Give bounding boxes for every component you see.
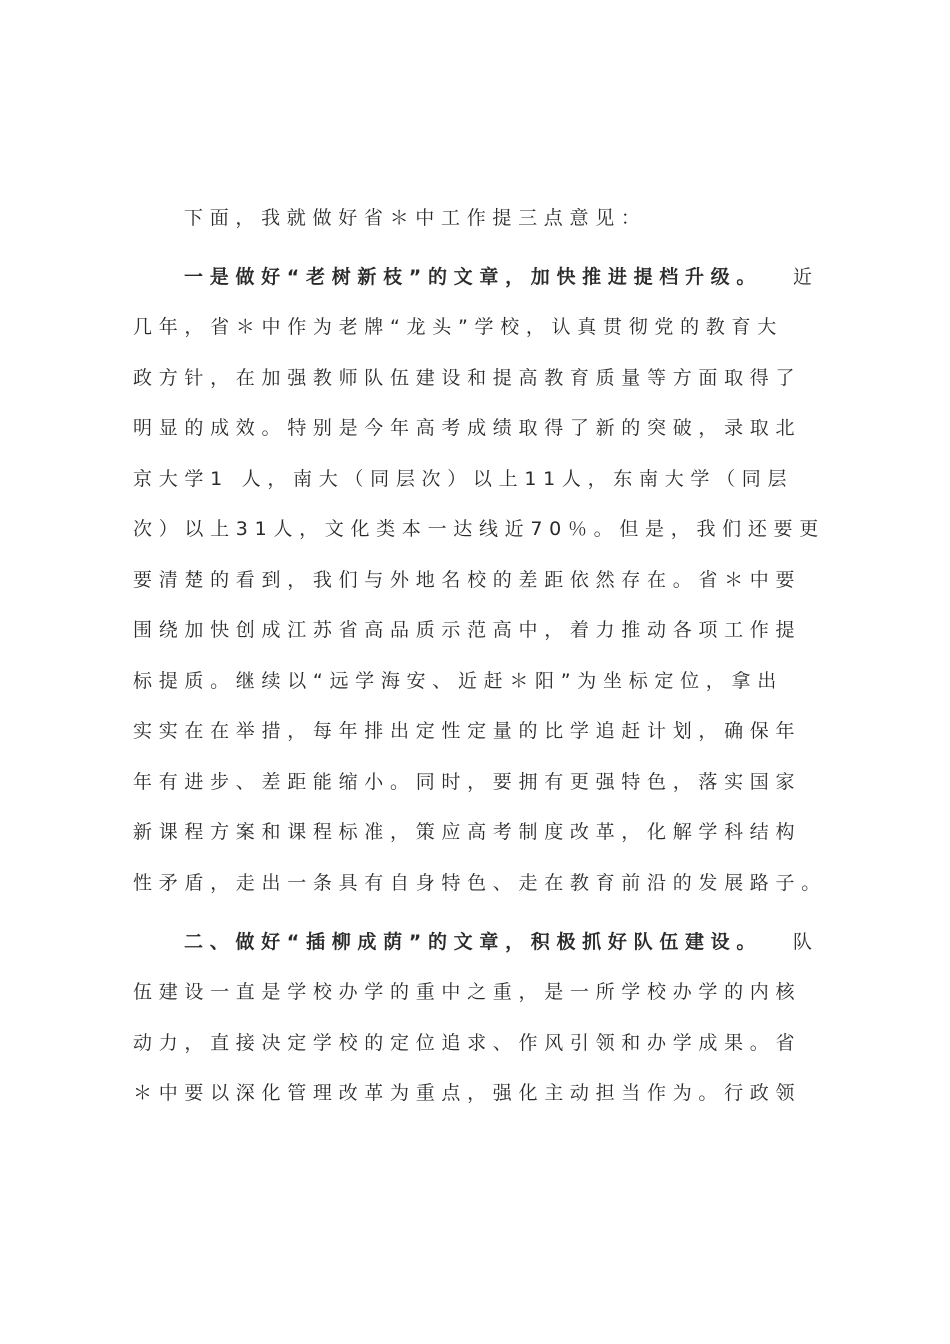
- section1-line: 性矛盾，走出一条具有自身特色、走在教育前沿的发展路子。: [133, 872, 827, 894]
- section1-line: 政方针，在加强教师队伍建设和提高教育质量等方面取得了: [133, 367, 802, 389]
- section1-line: 明显的成效。特别是今年高考成绩取得了新的突破，录取北: [133, 417, 802, 439]
- section2-line: 伍建设一直是学校办学的重中之重，是一所学校办学的内核: [133, 981, 802, 1003]
- section1-line: 新课程方案和课程标准，策应高考制度改革，化解学科结构: [133, 821, 802, 843]
- section1-line: 次）以上31人，文化类本一达线近70％。但是，我们还要更: [133, 518, 825, 540]
- section1-line: 年有进步、差距能缩小。同时，要拥有更强特色，落实国家: [133, 771, 802, 793]
- section2-line: ＊中要以深化管理改革为重点，强化主动担当作为。行政领: [133, 1082, 802, 1104]
- section1-line: 京大学1 人，南大（同层次）以上11人，东南大学（同层: [133, 468, 794, 490]
- section2-line: 队: [793, 931, 819, 953]
- section1-line: 实实在在举措，每年排出定性定量的比学追赶计划，确保年: [133, 720, 802, 742]
- section1-line: 几年，省＊中作为老牌“龙头”学校，认真贯彻党的教育大: [133, 316, 783, 338]
- section2-line: 动力，直接决定学校的定位追求、作风引领和办学成果。省: [133, 1032, 802, 1054]
- section1-line: 标提质。继续以“远学海安、近赶＊阳”为坐标定位，拿出: [133, 670, 783, 692]
- section2-heading: 二、做好“插柳成荫”的文章，积极抓好队伍建设。: [184, 931, 763, 953]
- section1-line: 围绕加快创成江苏省高品质示范高中，着力推动各项工作提: [133, 619, 802, 641]
- section1-line: 近: [793, 266, 819, 288]
- section1-line: 要清楚的看到，我们与外地名校的差距依然存在。省＊中要: [133, 569, 802, 591]
- intro-paragraph: 下面，我就做好省＊中工作提三点意见：: [184, 207, 647, 229]
- section1-heading: 一是做好“老树新枝”的文章，加快推进提档升级。: [184, 266, 763, 288]
